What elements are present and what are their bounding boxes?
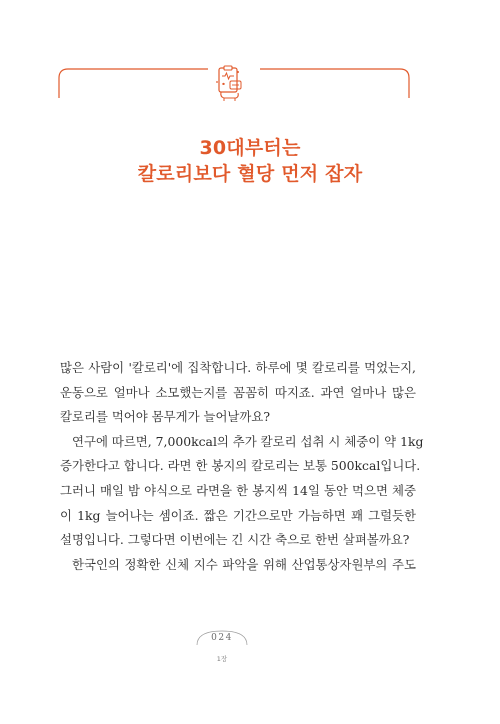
text-line: 운동으로 얼마나 소모했는지를 꼼꼼히 따지죠. 과연 얼마나 많은 bbox=[60, 384, 416, 400]
paragraph bbox=[60, 356, 416, 430]
text-line: 한국인의 정확한 신체 지수 파악을 위해 산업통상자원부의 주도 bbox=[72, 556, 416, 572]
clipboard-health-icon bbox=[214, 62, 244, 102]
body-text bbox=[60, 356, 424, 577]
paragraph bbox=[60, 553, 416, 578]
text-line: 설명입니다. 그렇다면 이번에는 긴 시간 축으로 한번 살펴볼까요? bbox=[60, 532, 410, 548]
chapter-title-line-1: 30대부터는 bbox=[199, 137, 301, 159]
text-line: 그러니 매일 밤 야식으로 라면을 한 봉지씩 14일 동안 먹으면 체중 bbox=[60, 482, 416, 498]
chapter-title-line-2: 칼로리보다 혈당 먼저 잡자 bbox=[137, 163, 363, 185]
text-line: 연구에 따르면, 7,000kcal의 추가 칼로리 섭취 시 체중이 약 1kg bbox=[72, 433, 424, 449]
text-line: 증가한다고 합니다. 라면 한 봉지의 칼로리는 보통 500kcal입니다. bbox=[60, 458, 421, 474]
paragraph bbox=[60, 430, 424, 553]
text-line: 많은 사람이 '칼로리'에 집착합니다. 하루에 몇 칼로리를 먹었는지, bbox=[60, 360, 416, 375]
text-line: 이 1kg 늘어나는 셈이죠. 짧은 기간으로만 가늠하면 꽤 그럴듯한 bbox=[60, 507, 416, 523]
text-line: 칼로리를 먹어야 몸무게가 늘어날까요? bbox=[60, 409, 270, 425]
chapter-label: 1장 bbox=[216, 655, 228, 663]
page-number: 024 bbox=[211, 633, 233, 643]
